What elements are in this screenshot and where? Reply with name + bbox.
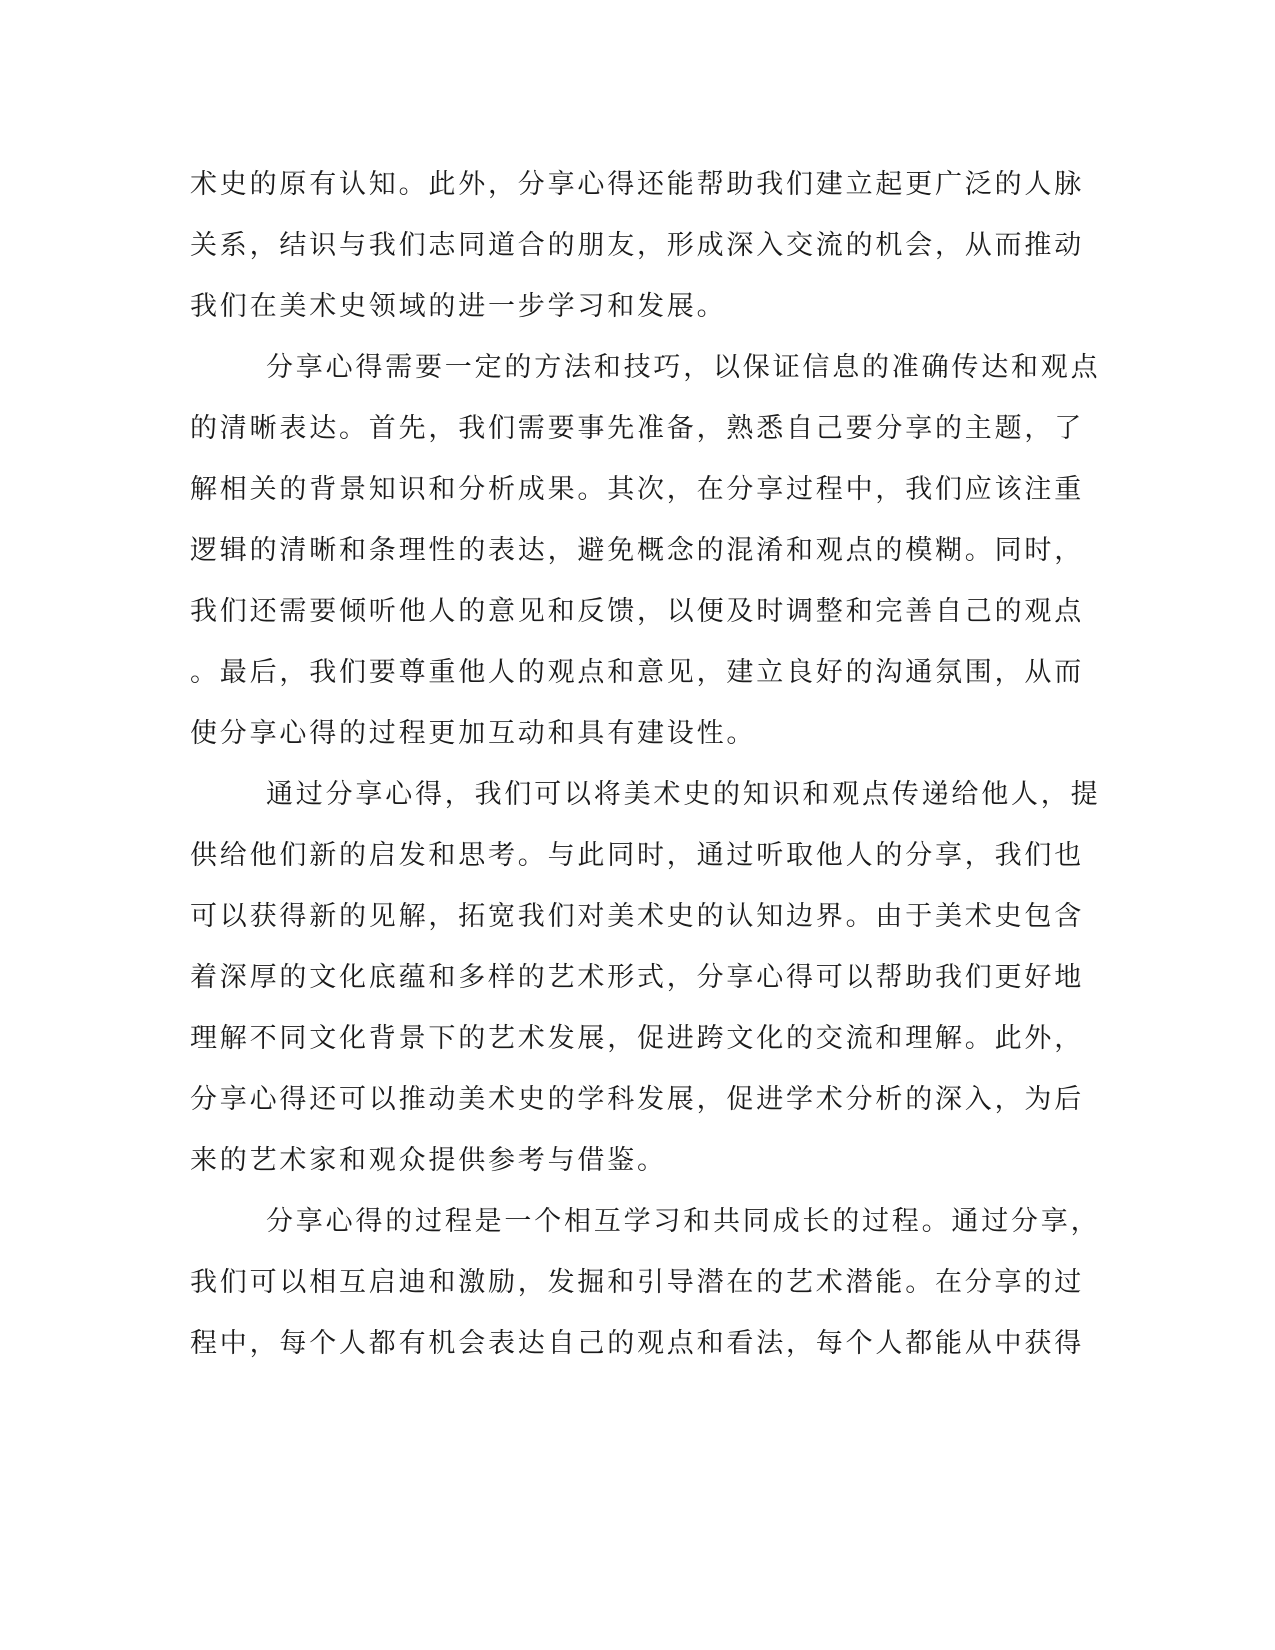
text-line: 。最后，我们要尊重他人的观点和意见，建立良好的沟通氛围，从而 bbox=[190, 657, 1084, 688]
text-line: 的清晰表达。首先，我们需要事先准备，熟悉自己要分享的主题，了 bbox=[190, 413, 1084, 444]
text-line: 分享心得还可以推动美术史的学科发展，促进学术分析的深入，为后 bbox=[190, 1084, 1084, 1115]
text-line: 理解不同文化背景下的艺术发展，促进跨文化的交流和理解。此外， bbox=[190, 1023, 1084, 1054]
text-line: 使分享心得的过程更加互动和具有建设性。 bbox=[190, 718, 757, 749]
text-line: 分享心得的过程是一个相互学习和共同成长的过程。通过分享， bbox=[266, 1206, 1101, 1237]
text-line: 通过分享心得，我们可以将美术史的知识和观点传递给他人，提 bbox=[266, 779, 1101, 810]
text-line: 术史的原有认知。此外，分享心得还能帮助我们建立起更广泛的人脉 bbox=[190, 169, 1084, 200]
text-line: 我们在美术史领域的进一步学习和发展。 bbox=[190, 291, 727, 322]
text-line: 着深厚的文化底蕴和多样的艺术形式，分享心得可以帮助我们更好地 bbox=[190, 962, 1084, 993]
text-line: 分享心得需要一定的方法和技巧，以保证信息的准确传达和观点 bbox=[266, 352, 1101, 383]
body-text bbox=[190, 154, 1101, 1374]
text-line: 关系，结识与我们志同道合的朋友，形成深入交流的机会，从而推动 bbox=[190, 230, 1084, 261]
text-line: 我们可以相互启迪和激励，发掘和引导潜在的艺术潜能。在分享的过 bbox=[190, 1267, 1084, 1298]
text-line: 逻辑的清晰和条理性的表达，避免概念的混淆和观点的模糊。同时， bbox=[190, 535, 1084, 566]
text-line: 程中，每个人都有机会表达自己的观点和看法，每个人都能从中获得 bbox=[190, 1328, 1084, 1359]
text-line: 来的艺术家和观众提供参考与借鉴。 bbox=[190, 1145, 667, 1176]
text-line: 解相关的背景知识和分析成果。其次，在分享过程中，我们应该注重 bbox=[190, 474, 1084, 505]
text-line: 供给他们新的启发和思考。与此同时，通过听取他人的分享，我们也 bbox=[190, 840, 1084, 871]
text-line: 我们还需要倾听他人的意见和反馈，以便及时调整和完善自己的观点 bbox=[190, 596, 1084, 627]
text-line: 可以获得新的见解，拓宽我们对美术史的认知边界。由于美术史包含 bbox=[190, 901, 1084, 932]
